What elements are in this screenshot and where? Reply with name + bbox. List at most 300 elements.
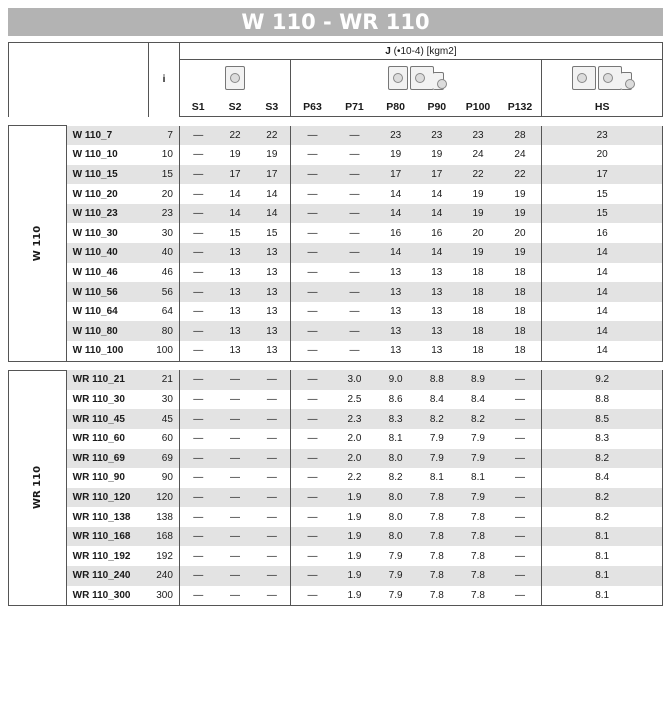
ratio-cell: 20 bbox=[149, 184, 180, 204]
model-cell: WR 110_300 bbox=[66, 586, 148, 606]
value-cell-s3: — bbox=[254, 507, 291, 527]
model-cell: W 110_40 bbox=[66, 243, 148, 263]
column-header-p63: P63 bbox=[291, 98, 334, 117]
double-motor-icon bbox=[571, 66, 633, 93]
value-cell-p80: 13 bbox=[375, 282, 416, 302]
value-cell-s3: 13 bbox=[254, 321, 291, 341]
value-cell-p80: 8.1 bbox=[388, 433, 403, 445]
ratio-cell: 120 bbox=[149, 488, 180, 508]
value-cell-p90: 13 bbox=[416, 321, 457, 341]
value-cell-p63: — bbox=[291, 204, 334, 224]
value-cell-p100: 7.9 bbox=[457, 488, 498, 508]
value-cell-p71: 2.2 bbox=[347, 472, 362, 484]
value-cell-p100: 8.2 bbox=[457, 409, 498, 429]
value-cell-p132: 19 bbox=[499, 184, 542, 204]
value-cell-p132: 18 bbox=[499, 341, 542, 361]
table-row bbox=[9, 165, 663, 185]
corner-cell bbox=[9, 43, 149, 117]
value-cell-p71: 1.9 bbox=[347, 511, 362, 523]
value-cell-s2: 13 bbox=[229, 306, 241, 318]
value-cell-p90: 13 bbox=[431, 306, 443, 318]
value-cell-p71: — bbox=[334, 243, 375, 263]
table-row bbox=[9, 243, 663, 263]
model-cell: W 110_23 bbox=[66, 204, 148, 224]
value-cell-s2: 13 bbox=[216, 341, 253, 361]
value-cell-s2: 13 bbox=[216, 282, 253, 302]
table-row bbox=[9, 507, 663, 527]
value-cell-s2: — bbox=[230, 550, 241, 562]
value-cell-p132: — bbox=[499, 507, 542, 527]
value-cell-s1: — bbox=[179, 449, 216, 469]
value-cell-s3: — bbox=[254, 566, 291, 586]
value-cell-hs: 8.2 bbox=[542, 449, 663, 469]
model-cell: WR 110_60 bbox=[66, 429, 148, 449]
value-cell-s3: 13 bbox=[254, 302, 291, 322]
value-cell-p80: 7.9 bbox=[375, 586, 416, 606]
model-cell: W 110_64 bbox=[66, 302, 148, 322]
value-cell-hs: 14 bbox=[542, 321, 663, 341]
ratio-cell: 100 bbox=[149, 341, 180, 361]
column-header-p80: P80 bbox=[375, 98, 416, 117]
value-cell-p71: 2.0 bbox=[334, 449, 375, 469]
value-cell-s1: — bbox=[179, 204, 216, 224]
value-cell-hs: 23 bbox=[542, 126, 663, 146]
value-cell-hs: 20 bbox=[542, 145, 663, 165]
table-row bbox=[9, 282, 663, 302]
value-cell-hs: 15 bbox=[542, 184, 663, 204]
value-cell-s3: 17 bbox=[254, 165, 291, 185]
value-cell-s2: — bbox=[216, 566, 253, 586]
value-cell-p132: 28 bbox=[499, 126, 542, 146]
column-header-s1: S1 bbox=[179, 98, 216, 117]
value-cell-s2: — bbox=[216, 409, 253, 429]
value-cell-s1: — bbox=[179, 165, 216, 185]
icon-cell-servo bbox=[179, 60, 290, 99]
value-cell-p100: 24 bbox=[472, 149, 484, 161]
ratio-cell: 138 bbox=[149, 507, 180, 527]
value-cell-s1: — bbox=[179, 341, 216, 361]
value-cell-s1: — bbox=[193, 306, 204, 318]
value-cell-p132: — bbox=[499, 527, 542, 547]
column-header-p71: P71 bbox=[334, 98, 375, 117]
value-cell-p71: — bbox=[334, 341, 375, 361]
value-cell-p90: 13 bbox=[416, 282, 457, 302]
value-cell-hs: 8.5 bbox=[542, 409, 663, 429]
value-cell-p71: 3.0 bbox=[334, 370, 375, 390]
value-cell-p63: — bbox=[307, 472, 318, 484]
value-cell-s1: — bbox=[179, 282, 216, 302]
value-cell-p71: — bbox=[334, 126, 375, 146]
ratio-cell: 80 bbox=[149, 321, 180, 341]
group-label-text: W 110 bbox=[31, 225, 43, 262]
value-cell-p90: 14 bbox=[416, 204, 457, 224]
value-cell-p80: 23 bbox=[375, 126, 416, 146]
value-cell-hs: 8.1 bbox=[542, 566, 663, 586]
value-cell-p80: 16 bbox=[390, 227, 402, 239]
value-cell-p100: 7.8 bbox=[457, 527, 498, 547]
value-cell-p90: 14 bbox=[431, 188, 443, 200]
value-cell-s3: — bbox=[254, 409, 291, 429]
value-cell-p100: 18 bbox=[457, 321, 498, 341]
value-cell-s1: — bbox=[179, 527, 216, 547]
column-header-s3: S3 bbox=[254, 98, 291, 117]
value-cell-p71: — bbox=[349, 227, 360, 239]
value-cell-p63: — bbox=[291, 341, 334, 361]
value-cell-p63: — bbox=[307, 306, 318, 318]
value-cell-s3: — bbox=[254, 468, 291, 488]
value-cell-p63: — bbox=[291, 282, 334, 302]
model-cell: W 110_7 bbox=[66, 126, 148, 146]
value-cell-p80: 8.0 bbox=[375, 527, 416, 547]
table-row bbox=[9, 263, 663, 283]
value-cell-p90: 7.8 bbox=[416, 488, 457, 508]
value-cell-p132: 24 bbox=[499, 145, 542, 165]
value-cell-p71: 1.9 bbox=[334, 566, 375, 586]
value-cell-p100: 22 bbox=[457, 165, 498, 185]
value-cell-p100: 18 bbox=[457, 282, 498, 302]
value-cell-p132: — bbox=[499, 390, 542, 410]
ratio-cell: 30 bbox=[149, 390, 180, 410]
column-header-hs: HS bbox=[542, 98, 663, 117]
value-cell-p90: 13 bbox=[431, 266, 443, 278]
value-cell-p71: 2.3 bbox=[334, 409, 375, 429]
value-cell-s1: — bbox=[179, 409, 216, 429]
value-cell-p132: 18 bbox=[499, 282, 542, 302]
value-cell-hs: 15 bbox=[542, 204, 663, 224]
motor-small-icon bbox=[224, 66, 246, 93]
value-cell-s2: 17 bbox=[216, 165, 253, 185]
ratio-cell: 7 bbox=[149, 126, 180, 146]
ratio-cell: 21 bbox=[149, 370, 180, 390]
value-cell-s3: 22 bbox=[254, 126, 291, 146]
table-row bbox=[9, 341, 663, 361]
column-header-p132: P132 bbox=[499, 98, 542, 117]
value-cell-s2: 13 bbox=[216, 243, 253, 263]
value-cell-p100: 18 bbox=[472, 266, 484, 278]
value-cell-s2: — bbox=[216, 449, 253, 469]
value-cell-hs: 8.1 bbox=[542, 586, 663, 606]
value-cell-hs: 8.2 bbox=[542, 507, 663, 527]
value-cell-p90: 7.8 bbox=[416, 566, 457, 586]
motor-gear-icon bbox=[387, 66, 445, 93]
value-cell-p132: — bbox=[499, 449, 542, 469]
table-row bbox=[9, 546, 663, 566]
model-cell: WR 110_192 bbox=[66, 546, 148, 566]
value-cell-s1: — bbox=[193, 433, 204, 445]
model-cell: WR 110_45 bbox=[66, 409, 148, 429]
table-row bbox=[9, 488, 663, 508]
value-cell-s3: — bbox=[254, 370, 291, 390]
model-cell: W 110_56 bbox=[66, 282, 148, 302]
column-header-p90: P90 bbox=[416, 98, 457, 117]
value-cell-p71: 2.5 bbox=[347, 394, 362, 406]
value-cell-p63: — bbox=[307, 511, 318, 523]
table-row bbox=[9, 145, 663, 165]
value-cell-hs: 8.1 bbox=[542, 546, 663, 566]
value-cell-p71: 1.9 bbox=[334, 586, 375, 606]
value-cell-hs: 14 bbox=[542, 263, 663, 283]
model-cell: W 110_10 bbox=[66, 145, 148, 165]
value-cell-p90: 8.1 bbox=[429, 472, 444, 484]
ratio-cell: 192 bbox=[149, 546, 180, 566]
value-cell-s2: — bbox=[230, 394, 241, 406]
value-cell-p63: — bbox=[291, 449, 334, 469]
value-cell-p63: — bbox=[307, 394, 318, 406]
value-cell-p80: 17 bbox=[375, 165, 416, 185]
value-cell-p100: 7.9 bbox=[471, 433, 485, 445]
value-cell-s2: 13 bbox=[229, 266, 241, 278]
value-cell-p63: — bbox=[291, 370, 334, 390]
ratio-cell: 30 bbox=[149, 223, 180, 243]
table-row bbox=[9, 223, 663, 243]
page-title: W 110 - WR 110 bbox=[8, 8, 663, 36]
value-cell-p100: 7.8 bbox=[457, 566, 498, 586]
value-cell-hs: 8.2 bbox=[542, 488, 663, 508]
value-cell-s2: 14 bbox=[216, 204, 253, 224]
model-cell: WR 110_120 bbox=[66, 488, 148, 508]
ratio-cell: 15 bbox=[149, 165, 180, 185]
ratio-cell: 168 bbox=[149, 527, 180, 547]
value-cell-p80: 8.0 bbox=[388, 511, 403, 523]
value-cell-s3: 13 bbox=[254, 341, 291, 361]
value-cell-s2: — bbox=[230, 472, 241, 484]
group-label bbox=[9, 126, 67, 362]
value-cell-p100: 7.8 bbox=[471, 511, 485, 523]
value-cell-s2: — bbox=[216, 488, 253, 508]
ratio-cell: 240 bbox=[149, 566, 180, 586]
value-cell-s2: — bbox=[230, 511, 241, 523]
ratio-cell: 69 bbox=[149, 449, 180, 469]
value-cell-p80: 8.2 bbox=[388, 472, 403, 484]
value-cell-s1: — bbox=[193, 472, 204, 484]
value-cell-p63: — bbox=[291, 586, 334, 606]
ratio-cell: 10 bbox=[149, 145, 180, 165]
value-cell-s3: 14 bbox=[254, 184, 291, 204]
value-cell-p90: 19 bbox=[431, 149, 443, 161]
value-cell-p63: — bbox=[307, 433, 318, 445]
value-cell-s3: 15 bbox=[254, 223, 291, 243]
table-row bbox=[9, 321, 663, 341]
value-cell-s3: 13 bbox=[254, 263, 291, 283]
value-cell-s2: 14 bbox=[229, 188, 241, 200]
ratio-cell: 46 bbox=[149, 263, 180, 283]
value-cell-p100: 8.1 bbox=[471, 472, 485, 484]
value-cell-p71: — bbox=[349, 188, 360, 200]
value-cell-s1: — bbox=[179, 126, 216, 146]
value-cell-p90: 14 bbox=[416, 243, 457, 263]
value-cell-p100: 19 bbox=[457, 204, 498, 224]
value-cell-p100: 8.9 bbox=[457, 370, 498, 390]
value-cell-p71: — bbox=[334, 204, 375, 224]
value-cell-p80: 8.0 bbox=[375, 449, 416, 469]
value-cell-p80: 8.0 bbox=[375, 488, 416, 508]
value-cell-p63: — bbox=[291, 409, 334, 429]
value-cell-p132: 19 bbox=[499, 204, 542, 224]
model-cell: WR 110_21 bbox=[66, 370, 148, 390]
model-cell: W 110_46 bbox=[66, 263, 148, 283]
table-row bbox=[9, 527, 663, 547]
value-cell-s1: — bbox=[179, 243, 216, 263]
value-cell-p132: 18 bbox=[499, 321, 542, 341]
value-cell-p63: — bbox=[291, 165, 334, 185]
value-cell-p80: 7.9 bbox=[375, 566, 416, 586]
table-row bbox=[9, 449, 663, 469]
value-cell-s3: — bbox=[254, 429, 291, 449]
value-cell-p132: — bbox=[499, 370, 542, 390]
value-cell-p100: 19 bbox=[457, 243, 498, 263]
model-cell: WR 110_30 bbox=[66, 390, 148, 410]
table-row bbox=[9, 126, 663, 146]
value-cell-p71: — bbox=[334, 165, 375, 185]
value-cell-p132: — bbox=[499, 409, 542, 429]
value-cell-p100: 8.4 bbox=[471, 394, 485, 406]
model-cell: W 110_15 bbox=[66, 165, 148, 185]
value-cell-p132: — bbox=[499, 546, 542, 566]
table-row bbox=[9, 429, 663, 449]
icon-cell-hs bbox=[542, 60, 663, 99]
value-cell-s1: — bbox=[179, 586, 216, 606]
value-cell-p132: — bbox=[499, 468, 542, 488]
value-cell-s1: — bbox=[193, 188, 204, 200]
value-cell-s3: — bbox=[254, 586, 291, 606]
value-cell-p132: — bbox=[499, 566, 542, 586]
value-cell-p63: — bbox=[307, 227, 318, 239]
value-cell-p71: 1.9 bbox=[347, 550, 362, 562]
value-cell-p132: 18 bbox=[499, 263, 542, 283]
value-cell-p80: 14 bbox=[375, 204, 416, 224]
value-cell-p90: 23 bbox=[416, 126, 457, 146]
value-cell-s3: 19 bbox=[254, 145, 291, 165]
value-cell-s1: — bbox=[179, 321, 216, 341]
value-cell-hs: 8.1 bbox=[542, 527, 663, 547]
value-cell-p90: 16 bbox=[431, 227, 443, 239]
value-cell-p71: — bbox=[349, 266, 360, 278]
value-cell-s1: — bbox=[193, 394, 204, 406]
value-cell-p90: 7.8 bbox=[416, 586, 457, 606]
value-cell-p90: 7.9 bbox=[416, 449, 457, 469]
value-cell-p71: — bbox=[349, 149, 360, 161]
value-cell-hs: 14 bbox=[542, 341, 663, 361]
value-cell-p90: 8.2 bbox=[416, 409, 457, 429]
value-cell-p80: 13 bbox=[375, 341, 416, 361]
value-cell-p100: 20 bbox=[472, 227, 484, 239]
table-row bbox=[9, 370, 663, 390]
value-cell-s1: — bbox=[179, 370, 216, 390]
value-cell-p90: 13 bbox=[416, 341, 457, 361]
value-cell-p63: — bbox=[307, 266, 318, 278]
value-cell-s1: — bbox=[193, 266, 204, 278]
value-cell-s3: 13 bbox=[254, 243, 291, 263]
value-cell-s2: — bbox=[216, 586, 253, 606]
value-cell-s1: — bbox=[193, 550, 204, 562]
ratio-cell: 300 bbox=[149, 586, 180, 606]
value-cell-s2: — bbox=[216, 527, 253, 547]
group-label-text: WR 110 bbox=[31, 466, 43, 510]
value-cell-p80: 13 bbox=[390, 306, 402, 318]
value-cell-p80: 7.9 bbox=[388, 550, 403, 562]
value-cell-s2: — bbox=[216, 370, 253, 390]
value-cell-p100: 7.8 bbox=[457, 586, 498, 606]
ratio-cell: 90 bbox=[149, 468, 180, 488]
value-cell-p100: 23 bbox=[457, 126, 498, 146]
value-cell-p90: 8.8 bbox=[416, 370, 457, 390]
table-row bbox=[9, 586, 663, 606]
value-cell-p100: 7.9 bbox=[457, 449, 498, 469]
ratio-cell: 60 bbox=[149, 429, 180, 449]
value-cell-s3: — bbox=[254, 527, 291, 547]
ratio-cell: 40 bbox=[149, 243, 180, 263]
value-cell-s2: 19 bbox=[229, 149, 241, 161]
value-cell-s1: — bbox=[179, 566, 216, 586]
value-cell-s3: — bbox=[254, 390, 291, 410]
value-cell-p63: — bbox=[307, 188, 318, 200]
model-cell: W 110_80 bbox=[66, 321, 148, 341]
value-cell-p63: — bbox=[307, 550, 318, 562]
value-cell-hs: 14 bbox=[542, 243, 663, 263]
model-cell: WR 110_138 bbox=[66, 507, 148, 527]
table-row bbox=[9, 204, 663, 224]
value-cell-p132: — bbox=[499, 586, 542, 606]
value-cell-p100: 18 bbox=[472, 306, 484, 318]
ratio-cell: 56 bbox=[149, 282, 180, 302]
value-cell-p71: 1.9 bbox=[334, 527, 375, 547]
value-cell-p63: — bbox=[291, 126, 334, 146]
value-cell-p71: — bbox=[334, 282, 375, 302]
value-cell-s3: — bbox=[254, 546, 291, 566]
value-cell-p63: — bbox=[291, 527, 334, 547]
value-cell-p90: 7.9 bbox=[429, 433, 444, 445]
value-cell-hs: 17 bbox=[542, 165, 663, 185]
ratio-cell: 23 bbox=[149, 204, 180, 224]
value-cell-p71: 1.9 bbox=[334, 488, 375, 508]
value-cell-s3: — bbox=[254, 449, 291, 469]
value-cell-s3: 14 bbox=[254, 204, 291, 224]
model-cell: WR 110_90 bbox=[66, 468, 148, 488]
value-cell-s2: 22 bbox=[216, 126, 253, 146]
value-cell-hs: 8.4 bbox=[542, 468, 663, 488]
model-cell: W 110_20 bbox=[66, 184, 148, 204]
model-cell: W 110_30 bbox=[66, 223, 148, 243]
value-cell-s2: 13 bbox=[216, 321, 253, 341]
value-cell-p100: 7.8 bbox=[471, 550, 485, 562]
ratio-cell: 64 bbox=[149, 302, 180, 322]
value-cell-p132: 18 bbox=[499, 302, 542, 322]
value-cell-p132: 20 bbox=[499, 223, 542, 243]
value-cell-p80: 14 bbox=[375, 243, 416, 263]
model-cell: WR 110_69 bbox=[66, 449, 148, 469]
value-cell-p63: — bbox=[307, 149, 318, 161]
value-cell-p132: — bbox=[499, 429, 542, 449]
icon-cell-motor bbox=[291, 60, 542, 99]
model-cell: W 110_100 bbox=[66, 341, 148, 361]
value-cell-p80: 8.6 bbox=[388, 394, 403, 406]
group-label bbox=[9, 370, 67, 606]
value-cell-p63: — bbox=[291, 566, 334, 586]
value-cell-p63: — bbox=[291, 488, 334, 508]
header-j: J (•10-4) [kgm2] bbox=[179, 43, 662, 60]
value-cell-s1: — bbox=[193, 227, 204, 239]
value-cell-p90: 7.8 bbox=[429, 550, 444, 562]
value-cell-p71: — bbox=[334, 321, 375, 341]
value-cell-hs: 16 bbox=[542, 223, 663, 243]
value-cell-p100: 18 bbox=[457, 341, 498, 361]
value-cell-s1: — bbox=[193, 149, 204, 161]
inertia-table bbox=[8, 42, 663, 606]
value-cell-p132: 19 bbox=[499, 243, 542, 263]
value-cell-p71: 2.0 bbox=[347, 433, 362, 445]
column-header-s2: S2 bbox=[216, 98, 253, 117]
table-row bbox=[9, 184, 663, 204]
